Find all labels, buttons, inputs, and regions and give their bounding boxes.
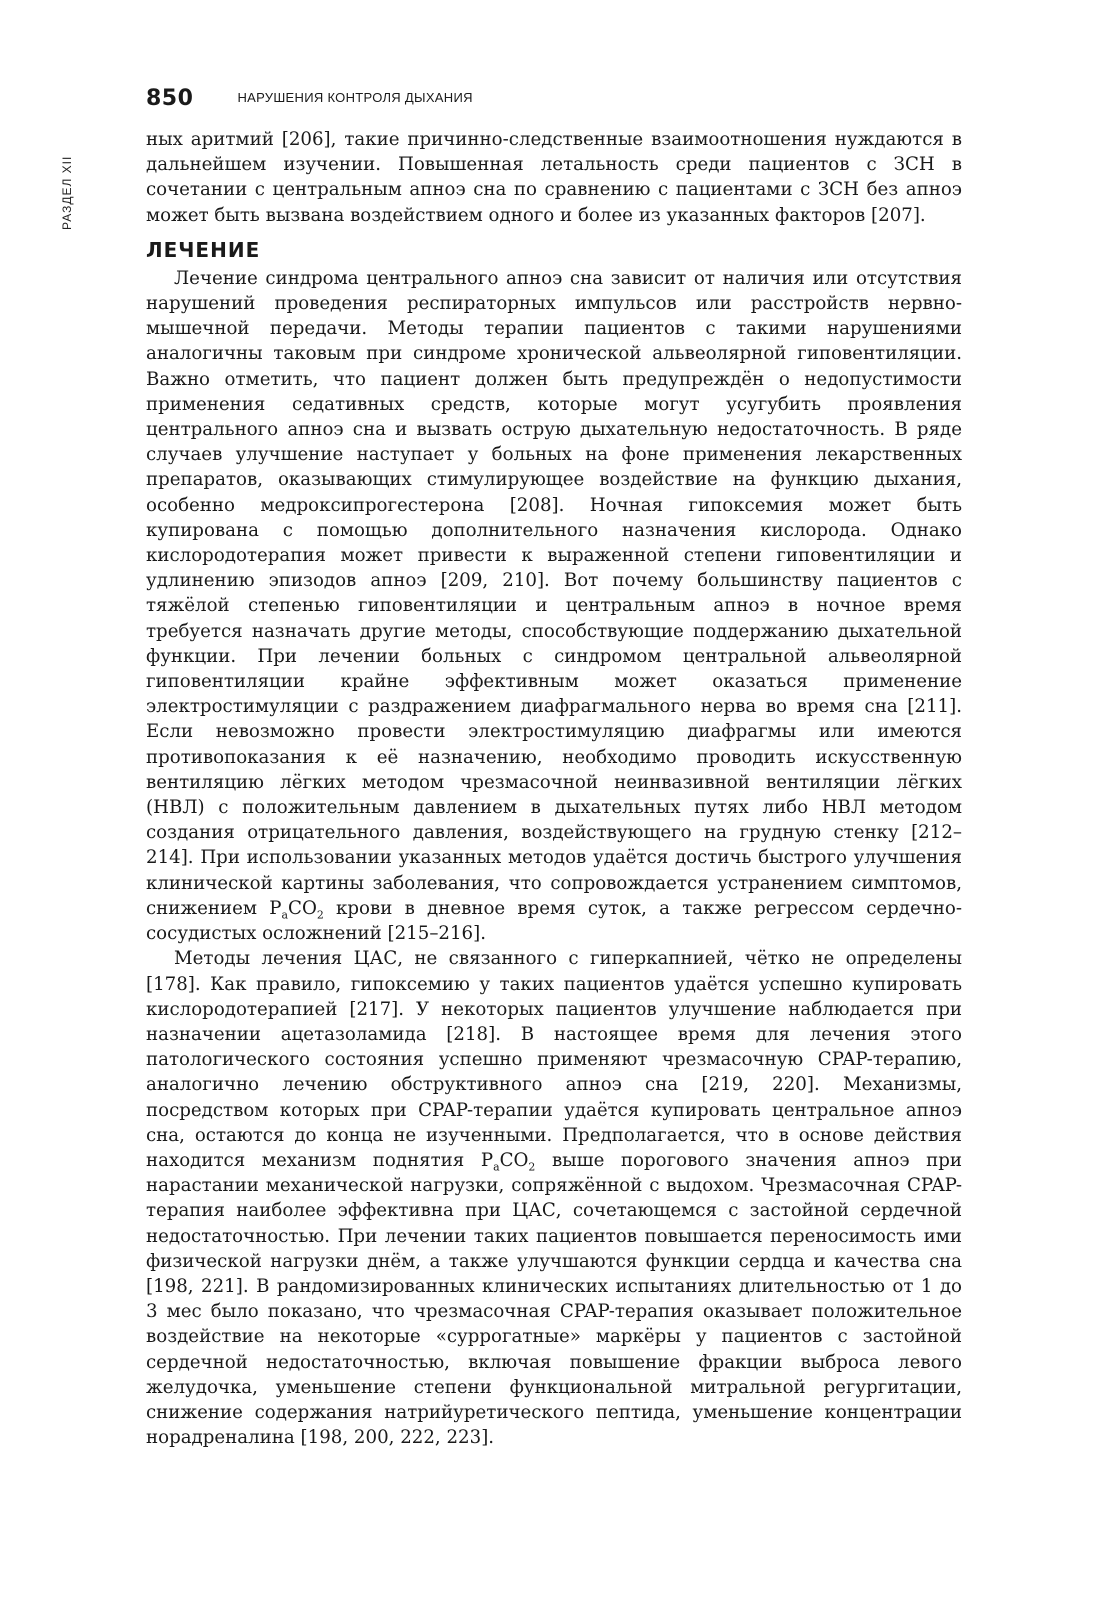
paragraph-1-sub-a: a [281, 908, 289, 922]
paragraph-2-sub-a: a [493, 1160, 500, 1174]
paragraph-1-co: CO [288, 897, 317, 919]
section-heading: ЛЕЧЕНИЕ [146, 237, 261, 262]
paragraph-1-text: Лечение синдрома центрального апноэ сна зависит от наличия или отсутствия нарушений проведения респираторных импульсов или расстройств нервно-мышечной передачи. Методы терапии пациентов с такими нарушениями аналогичны таковым при синдроме хронической альвеолярной гиповентиляции. Важно отметить, что пациент должен быть предупреждён о недопустимости применения седативных средств, которые могут усугубить проявления центрального апноэ сна и вызвать острую дыхательную недостаточность. В ряде случаев улучшение наступает у больных на фоне применения лекарственных препаратов, оказывающих стимулирующее воздействие на функцию дыхания, особенно медроксипрогестерона [208]. Ночная гипоксемия может быть купирована с помощью дополнительного назначения кислорода. Однако кислородотерапия может привести к выраженной степени гиповентиляции и удлинению эпизодов апноэ [209, 210]. Вот почему большинству пациентов с тяжёлой степенью гиповентиляции и центральным апноэ в ночное время требуется назначать другие методы, способствующие поддержанию дыхательной функции. При лечении больных с синдромом центральной альвеолярной гиповентиляции крайне эффективным может оказаться применение электростимуляции с раздражением диафрагмального нерва во время сна [211]. Если невозможно провести электростимуляцию диафрагмы или имеются противопоказания к её назначению, необходимо проводить искусственную вентиляцию лёгких методом чрезмасочной неинвазивной вентиляции лёгких (НВЛ) с положительным давлением в дыхательных путях либо НВЛ методом создания отрицательного давления, воздействующего на грудную стенку [212–214]. При использовании указанных методов удаётся достичь быстрого улучшения клинической картины заболевания, что сопровождается устранением симптомов, снижением P [146, 267, 962, 919]
page-body [146, 127, 962, 1450]
paragraph-1-sub-2: 2 [316, 908, 324, 922]
section-side-label-text: РАЗДЕЛ XII [60, 155, 74, 230]
running-title: НАРУШЕНИЯ КОНТРОЛЯ ДЫХАНИЯ [237, 90, 473, 105]
paragraph-2-tail: выше порогового значения апноэ при нарастании механической нагрузки, сопряжённой с выдохом. Чрезмасочная CPAP-терапия наиболее эффективна при ЦАС, сочетающемся с застойной сердечной недостаточностью. При лечении таких пациентов повышается переносимость ими физической нагрузки днём, а также улучшаются функции сердца и качества сна [198, 221]. В рандомизированных клинических испытаниях длительностью от 1 до 3 мес было показано, что чрезмасочная CPAP-терапия оказывает положительное воздействие на некоторые «суррогатные» маркёры у пациентов с застойной сердечной недостаточностью, включая повышение фракции выброса левого желудочка, уменьшение степени функциональной митральной регургитации, снижение содержания натрийуретического пептида, уменьшение концентрации норадреналина [198, 200, 222, 223]. [146, 1149, 962, 1449]
paragraph-2-sub-2: 2 [528, 1160, 536, 1174]
page-number: 850 [146, 86, 194, 111]
paragraph-2-co: CO [499, 1149, 529, 1171]
continuation-paragraph: ных аритмий [206], такие причинно-следственные взаимоотношения нуждаются в дальнейшем изучении. Повышенная летальность среди пациентов с ЗСН в сочетании с центральным апноэ сна по сравнению с пациентами с ЗСН без апноэ может быть вызвана воздействием одного и более из указанных факторов [207]. [146, 129, 962, 226]
paragraph-2-text: Методы лечения ЦАС, не связанного с гиперкапнией, чётко не определены [178]. Как правило, гипоксемию у таких пациентов удаётся успешно купировать кислородотерапией [217]. У некоторых пациентов улучшение наблюдается при назначении ацетазоламида [218]. В настоящее время для лечения этого патологического состояния успешно применяют чрезмасочную CPAP-терапию, аналогично лечению обструктивного апноэ сна [219, 220]. Механизмы, посредством которых при CPAP-терапии удаётся купировать центральное апноэ сна, остаются до конца не изученными. Предполагается, что в основе действия находится механизм поднятия P [146, 948, 962, 1171]
section-side-label [60, 130, 80, 250]
paragraph-1-tail: крови в дневное время суток, а также регрессом сердечно-сосудистых осложнений [215–216]. [146, 897, 962, 945]
running-head [146, 86, 473, 111]
paragraph-1 [146, 266, 962, 946]
paragraph-2 [146, 946, 962, 1450]
